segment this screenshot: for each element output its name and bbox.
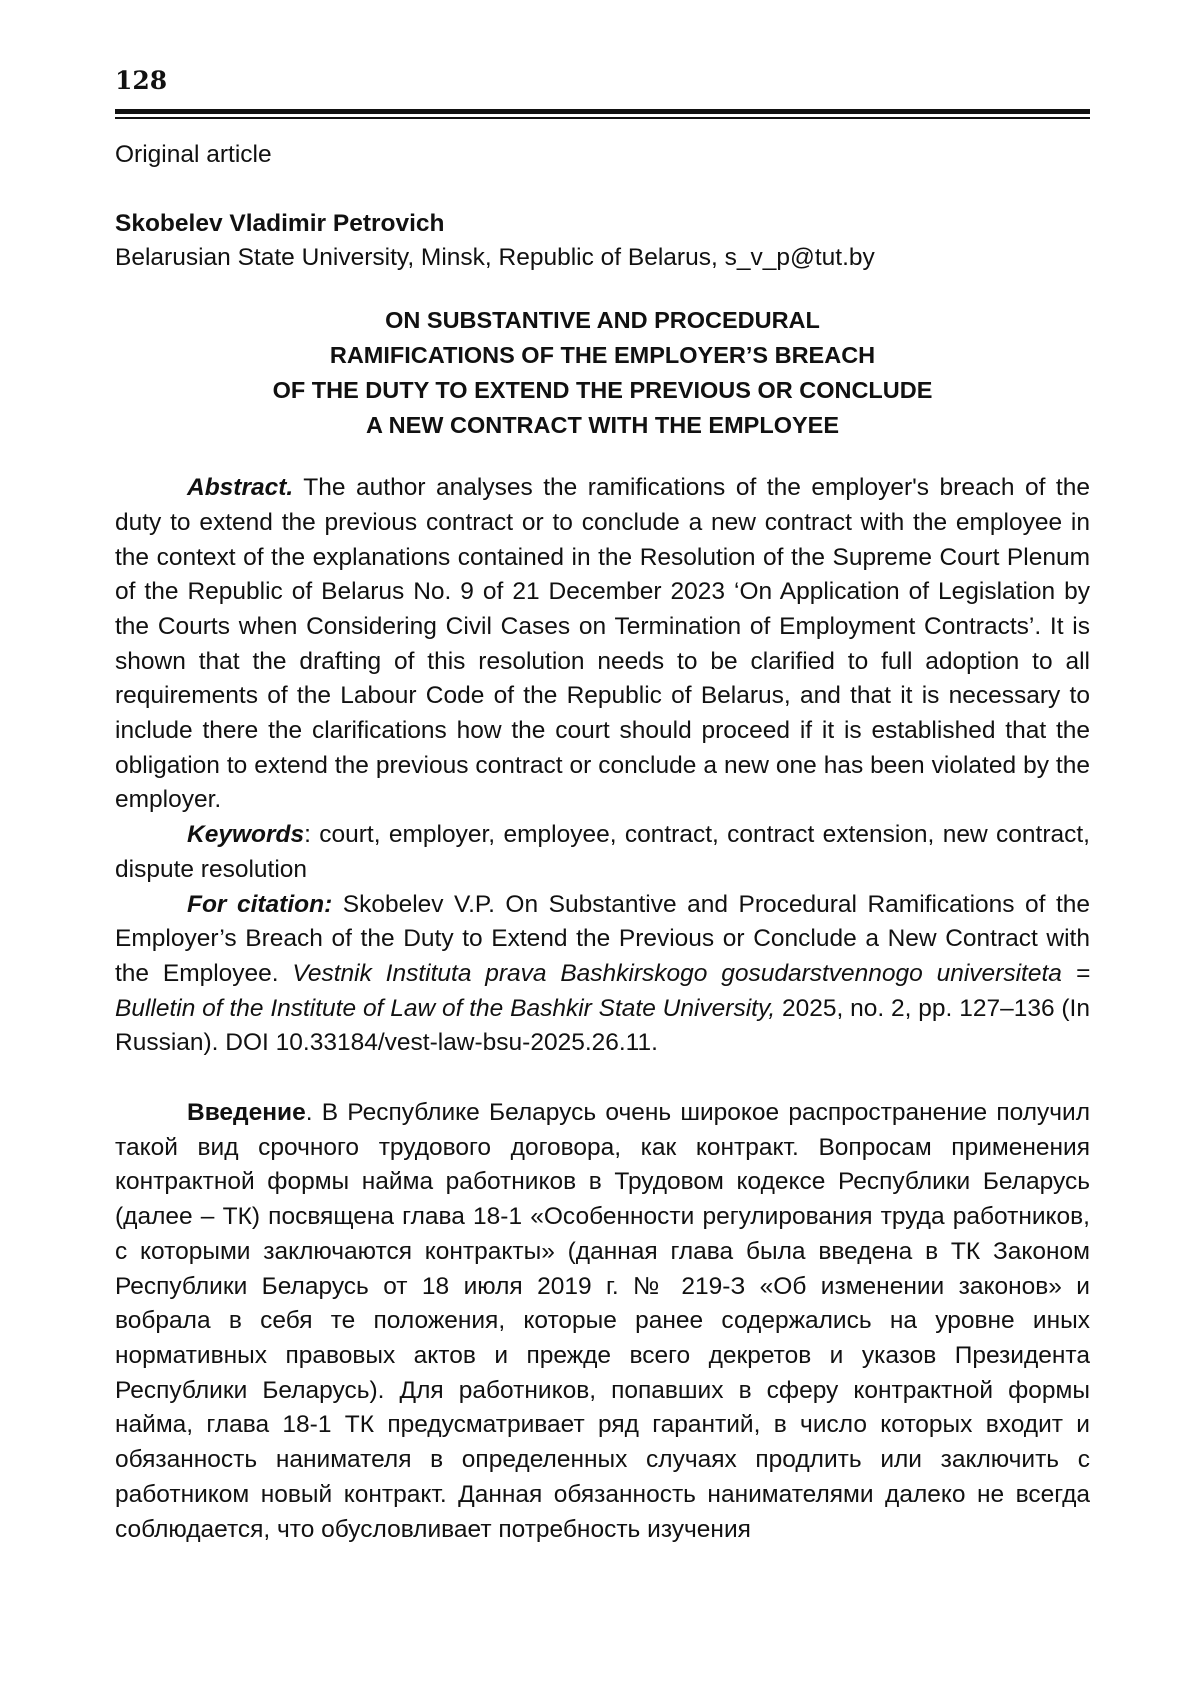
abstract-paragraph xyxy=(115,471,1090,818)
citation-journal: Vestnik Instituta prava Bashkirskogo gosudarstvennogo universiteta = Bulletin of the Institute of Law of the Bashkir State University, xyxy=(115,959,1090,1022)
title-line: ON SUBSTANTIVE AND PROCEDURAL xyxy=(385,307,820,334)
abstract-label: Abstract. xyxy=(187,474,294,502)
article-type: Original article xyxy=(115,141,272,168)
introduction-label: Введение xyxy=(187,1099,306,1127)
author-name: Skobelev Vladimir Petrovich xyxy=(115,209,445,237)
author-affiliation: Belarusian State University, Minsk, Republic of Belarus, s_v_p@tut.by xyxy=(115,244,875,272)
title-line: A NEW CONTRACT WITH THE EMPLOYEE xyxy=(365,412,840,439)
keywords-paragraph xyxy=(115,818,1090,887)
article-title xyxy=(115,303,1090,443)
abstract-text: The author analyses the ramifications of the employer's breach of the duty to extend the previous contract or to conclude a new contract with the employee in the context of the explanations contained in the Resolution of the Supreme Court Plenum of the Republic of Belarus No. 9 of 21 December 2023 ‘On Application of Legislation by the Courts when Considering Civil Cases on Termination of Employment Contracts’. It is shown that the drafting of this resolution needs to be clarified to full adoption to all requirements of the Labour Code of the Republic of Belarus, and that it is necessary to include there the clarifications how the court should proceed if it is established that the obligation to extend the previous contract or conclude a new one has been violated by the employer. xyxy=(115,474,1090,814)
citation-details: 2025, no. 2, pp. 127–136 (In Russian). DOI 10.33184/vest-law-bsu-2025.26.11. xyxy=(115,994,1090,1057)
citation-text: Skobelev V.P. On Substantive and Procedural Ramifications of the Employer’s Breach of the Duty to Extend the Previous or Conclude a New Contract with the Employee. xyxy=(115,890,1091,987)
header-rule-thin xyxy=(115,117,1090,119)
article-body xyxy=(115,138,1090,1547)
header-rule-thick xyxy=(115,109,1090,114)
citation-label: For citation: xyxy=(187,890,333,918)
keywords-text: : court, employer, employee, contract, contract extension, new contract, dispute resolution xyxy=(115,821,1090,883)
introduction-text: . В Республике Беларусь очень широкое распространение получил такой вид срочного трудового договора, как контракт. Вопросам применения контрактной формы найма работников в Трудовом кодексе Республики Беларусь (далее – ТК) посвящена глава 18-1 «Особенности регулирования труда работников, с которыми заключаются контракты» (данная глава была введена в ТК Законом Республики Беларусь от 18 июля 2019 г. № 219-З «Об изменении законов» и вобрала в себя те положения, которые ранее содержались на уровне иных нормативных правовых актов и прежде всего декретов и указов Президента Республики Беларусь). Для работников, попавших в сферу контрактной формы найма, глава 18-1 ТК предусматривает ряд гарантий, в число которых входит и обязанность нанимателя в определенных случаях продлить или заключить с работником новый контракт. Данная обязанность нанимателями далеко не всегда соблюдается, что обусловливает потребность изучения xyxy=(115,1099,1090,1543)
keywords-label: Keywords xyxy=(187,821,305,849)
title-line: RAMIFICATIONS OF THE EMPLOYER’S BREACH xyxy=(329,342,876,369)
citation-paragraph xyxy=(115,888,1090,1062)
page-number: 128 xyxy=(115,66,168,95)
introduction-paragraph xyxy=(115,1096,1090,1547)
title-line: OF THE DUTY TO EXTEND THE PREVIOUS OR CONCLUDE xyxy=(272,377,933,404)
